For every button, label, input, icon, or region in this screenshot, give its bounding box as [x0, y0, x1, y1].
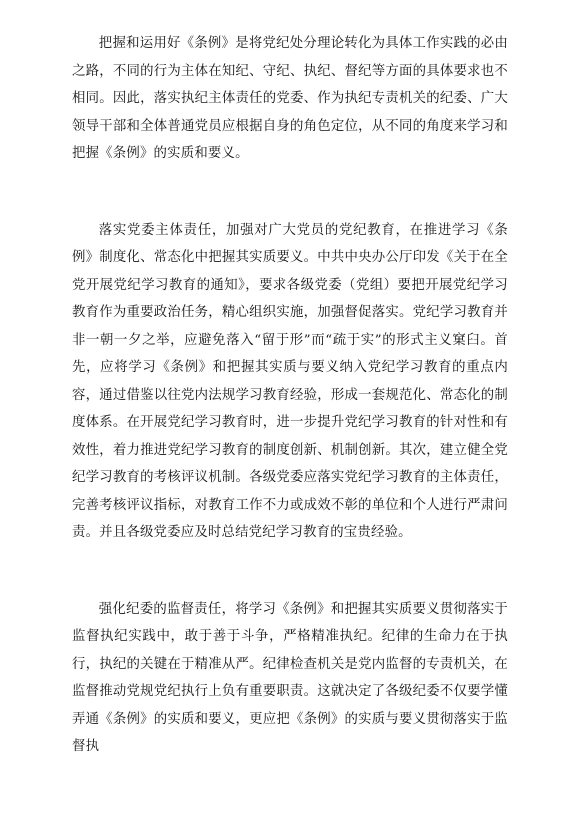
paragraph-1: 把握和运用好《条例》是将党纪处分理论转化为具体工作实践的必由之路，不同的行为主体在知纪、守纪、执纪、督纪等方面的具体要求也不相同。因此，落实执纪主体责任的党委、作为执纪专责机关的纪委、广大领导干部和全体普通党员应根据自身的角色定位，从不同的角度来学习和把握《条例》的实质和要义。 — [72, 36, 508, 161]
paragraph-2: 落实党委主体责任，加强对广大党员的党纪教育，在推进学习《条例》制度化、常态化中把握其实质要义。中共中央办公厅印发《关于在全党开展党纪学习教育的通知》，要求各级党委（党组）要把开展党纪学习教育作为重要政治任务，精心组织实施，加强督促落实。党纪学习教育并非一朝一夕之举，应避免落入“留于形”而“疏于实”的形式主义窠臼。首先，应将学习《条例》和把握其实质与要义纳入党纪学习教育的重点内容，通过借鉴以往党内法规学习教育经验，形成一套规范化、常态化的制度体系。在开展党纪学习教育时，进一步提升党纪学习教育的针对性和有效性，着力推进党纪学习教育的制度创新、机制创新。其次，建立健全党纪学习教育的考核评议机制。各级党委应落实党纪学习教育的主体责任，完善考核评议指标，对教育工作不力或成效不彰的单位和个人进行严肃问责。并且各级党委应及时总结党纪学习教育的宝贵经验。 — [72, 222, 508, 540]
paragraph-3: 强化纪委的监督责任，将学习《条例》和把握其实质要义贯彻落实于监督执纪实践中，敢于善于斗争，严格精准执纪。纪律的生命力在于执行，执纪的关键在于精准从严。纪律检查机关是党内监督的专责机关，在监督推动党规党纪执行上负有重要职责。这就决定了各级纪委不仅要学懂弄通《条例》的实质和要义，更应把《条例》的实质与要义贯彻落实于监督执 — [72, 601, 508, 754]
